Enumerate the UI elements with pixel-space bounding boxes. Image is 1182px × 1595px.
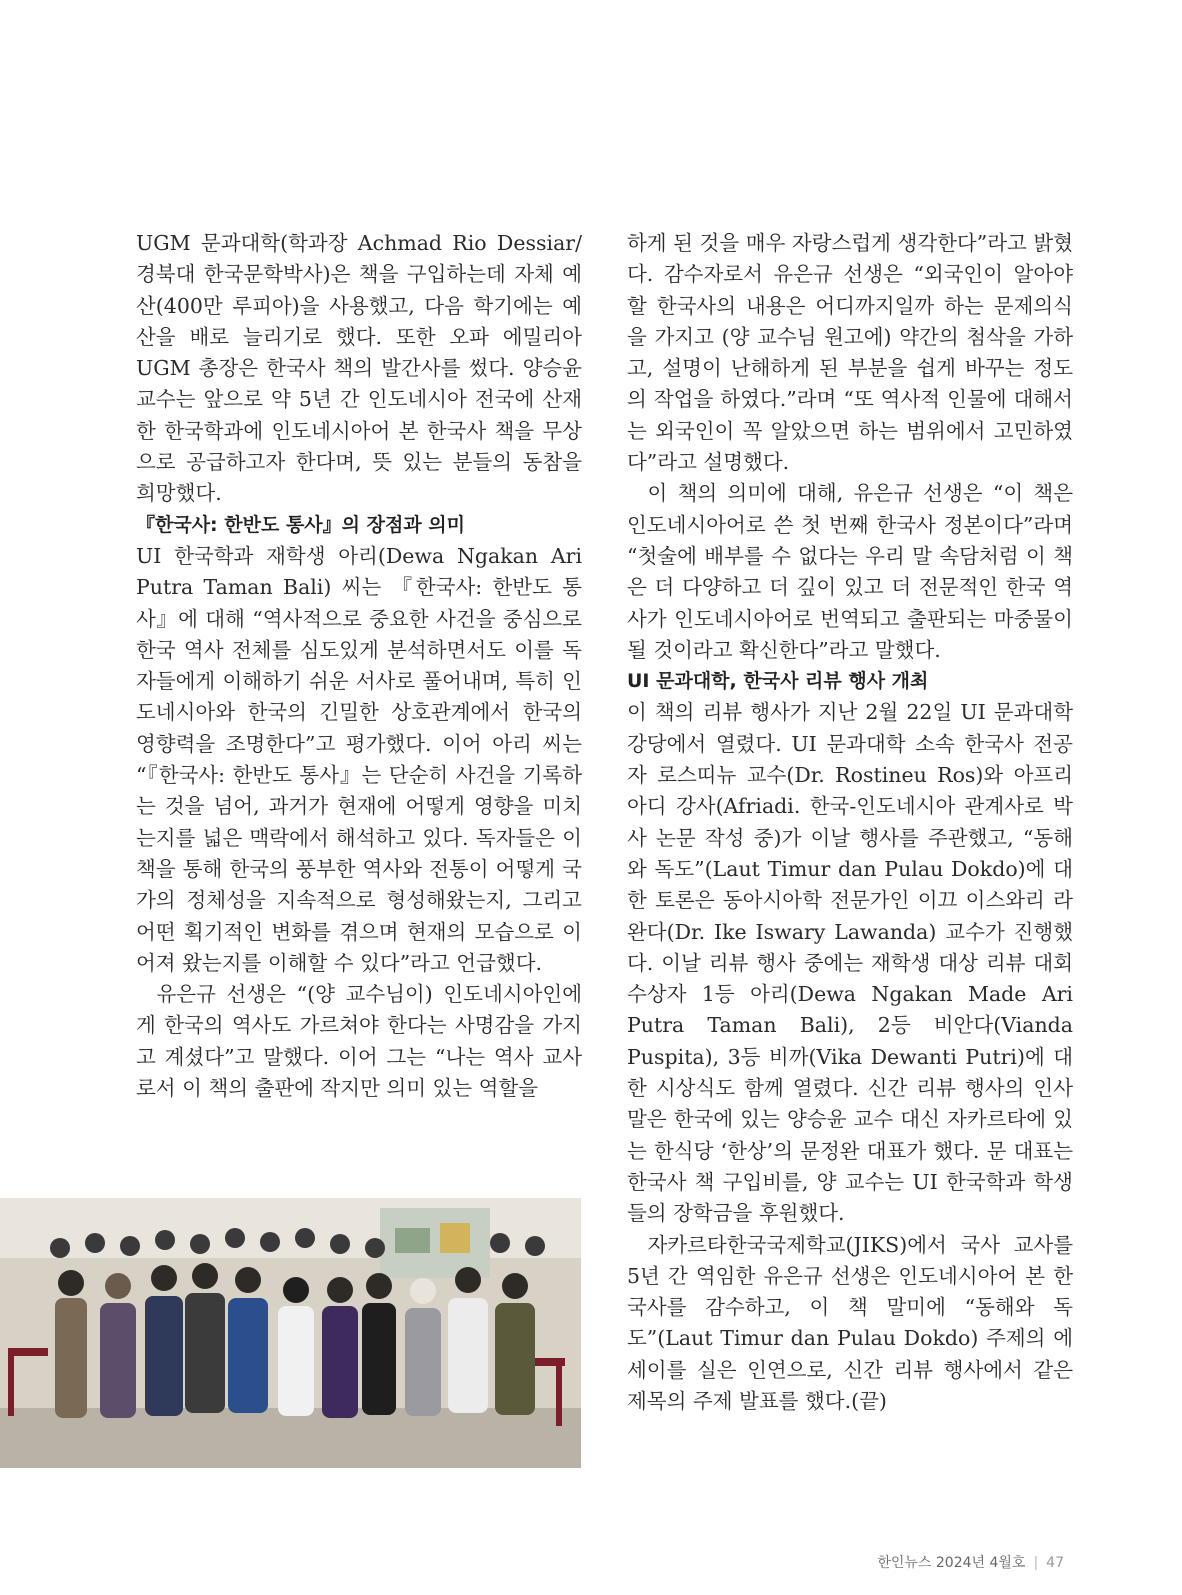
page-number: 47	[1046, 1555, 1064, 1571]
page-footer	[877, 1552, 1064, 1572]
section-heading: 『한국사: 한반도 통사』의 장점과 의미	[136, 513, 466, 536]
right-column	[627, 228, 1073, 1417]
left-column	[136, 228, 582, 1104]
article-paragraph: UI 한국학과 재학생 아리(Dewa Ngakan Ari Putra Taman Bali) 씨는 『한국사: 한반도 통사』에 대해 “역사적으로 중요한 사건을 중심으로 한국 역사 전체를 심도있게 분석하면서도 이를 독자들에게 이해하기 쉬운 서사로 풀어내며, 특히 인도네시아와 한국의 긴밀한 상호관계에서 한국의 영향력을 조명한다”고 평가했다. 이어 아리 씨는 “『한국사: 한반도 통사』는 단순히 사건을 기록하는 것을 넘어, 과거가 현재에 어떻게 영향을 미치는지를 넓은 맥락에서 해석하고 있다. 독자들은 이 책을 통해 한국의 풍부한 역사와 전통이 어떻게 국가의 정체성을 지속적으로 형성해왔는지, 그리고 어떤 획기적인 변화를 겪으며 현재의 모습으로 이어져 왔는지를 이해할 수 있다”라고 언급했다.	[136, 543, 582, 975]
publication-name: 한인뉴스 2024년 4월호	[877, 1555, 1026, 1571]
group-photo	[0, 1198, 581, 1468]
article-paragraph: 이 책의 리뷰 행사가 지난 2월 22일 UI 문과대학 강당에서 열렸다. UI 문과대학 소속 한국사 전공자 로스띠뉴 교수(Dr. Rostineu Ros)와 아프리아디 강사(Afriadi. 한국-인도네시아 관계사로 박사 논문 작성 중)가 이날 행사를 주관했고, “동해와 독도”(Laut Timur dan Pulau Dokdo)에 대한 토론은 동아시아학 전문가인 이끄 이스와리 라완다(Dr. Ike Iswary Lawanda) 교수가 진행했다. 이날 리뷰 행사 중에는 재학생 대상 리뷰 대회 수상자 1등 아리(Dewa Ngakan Made Ari Putra Taman Bali), 2등 비안다(Vianda Puspita), 3등 비까(Vika Dewanti Putri)에 대한 시상식도 함께 열렸다. 신간 리뷰 행사의 인사말은 한국에 있는 양승윤 교수 대신 자카르타에 있는 한식당 ‘한상’의 문정완 대표가 했다. 문 대표는 한국사 책 구입비를, 양 교수는 UI 한국학과 학생들의 장학금을 후원했다.	[627, 700, 1073, 1226]
article-paragraph: 하게 된 것을 매우 자랑스럽게 생각한다”라고 밝혔다. 감수자로서 유은규 선생은 “외국인이 알아야 할 한국사의 내용은 어디까지일까 하는 문제의식을 가지고 (양 교수님 원고에) 약간의 첨삭을 가하고, 설명이 난해하게 된 부분을 쉽게 바꾸는 정도의 작업을 하였다.”라며 “또 역사적 인물에 대해서는 외국인이 꼭 알았으면 하는 범위에서 고민하였다”라고 설명했다.	[627, 231, 1073, 475]
footer-separator: |	[1033, 1555, 1039, 1571]
article-paragraph: 이 책의 의미에 대해, 유은규 선생은 “이 책은 인도네시아어로 쓴 첫 번째 한국사 정본이다”라며 “첫술에 배부를 수 없다는 우리 말 속담처럼 이 책은 더 다양하고 더 깊이 있고 더 전문적인 한국 역사가 인도네시아어로 번역되고 출판되는 마중물이 될 것이라고 확신한다”라고 말했다.	[627, 481, 1073, 662]
article-paragraph: 유은규 선생은 “(양 교수님이) 인도네시아인에게 한국의 역사도 가르쳐야 한다는 사명감을 가지고 계셨다”고 말했다. 이어 그는 “나는 역사 교사로서 이 책의 출판에 작지만 의미 있는 역할을	[136, 982, 582, 1101]
article-paragraph: 자카르타한국국제학교(JIKS)에서 국사 교사를 5년 간 역임한 유은규 선생은 인도네시아어 본 한국사를 감수하고, 이 책 말미에 “동해와 독도”(Laut Timur dan Pulau Dokdo) 주제의 에세이를 실은 인연으로, 신간 리뷰 행사에서 같은 제목의 주제 발표를 했다.(끝)	[627, 1232, 1073, 1413]
section-heading: UI 문과대학, 한국사 리뷰 행사 개최	[627, 670, 929, 693]
article-paragraph: UGM 문과대학(학과장 Achmad Rio Dessiar/경북대 한국문학박사)은 책을 구입하는데 자체 예산(400만 루피아)을 사용했고, 다음 학기에는 예산을 배로 늘리기로 했다. 또한 오파 에밀리아 UGM 총장은 한국사 책의 발간사를 썼다. 양승윤 교수는 앞으로 약 5년 간 인도네시아 전국에 산재한 한국학과에 인도네시아어 본 한국사 책을 무상으로 공급하고자 한다며, 뜻 있는 분들의 동참을 희망했다.	[136, 231, 582, 506]
group-photo-illustration	[0, 1198, 581, 1468]
